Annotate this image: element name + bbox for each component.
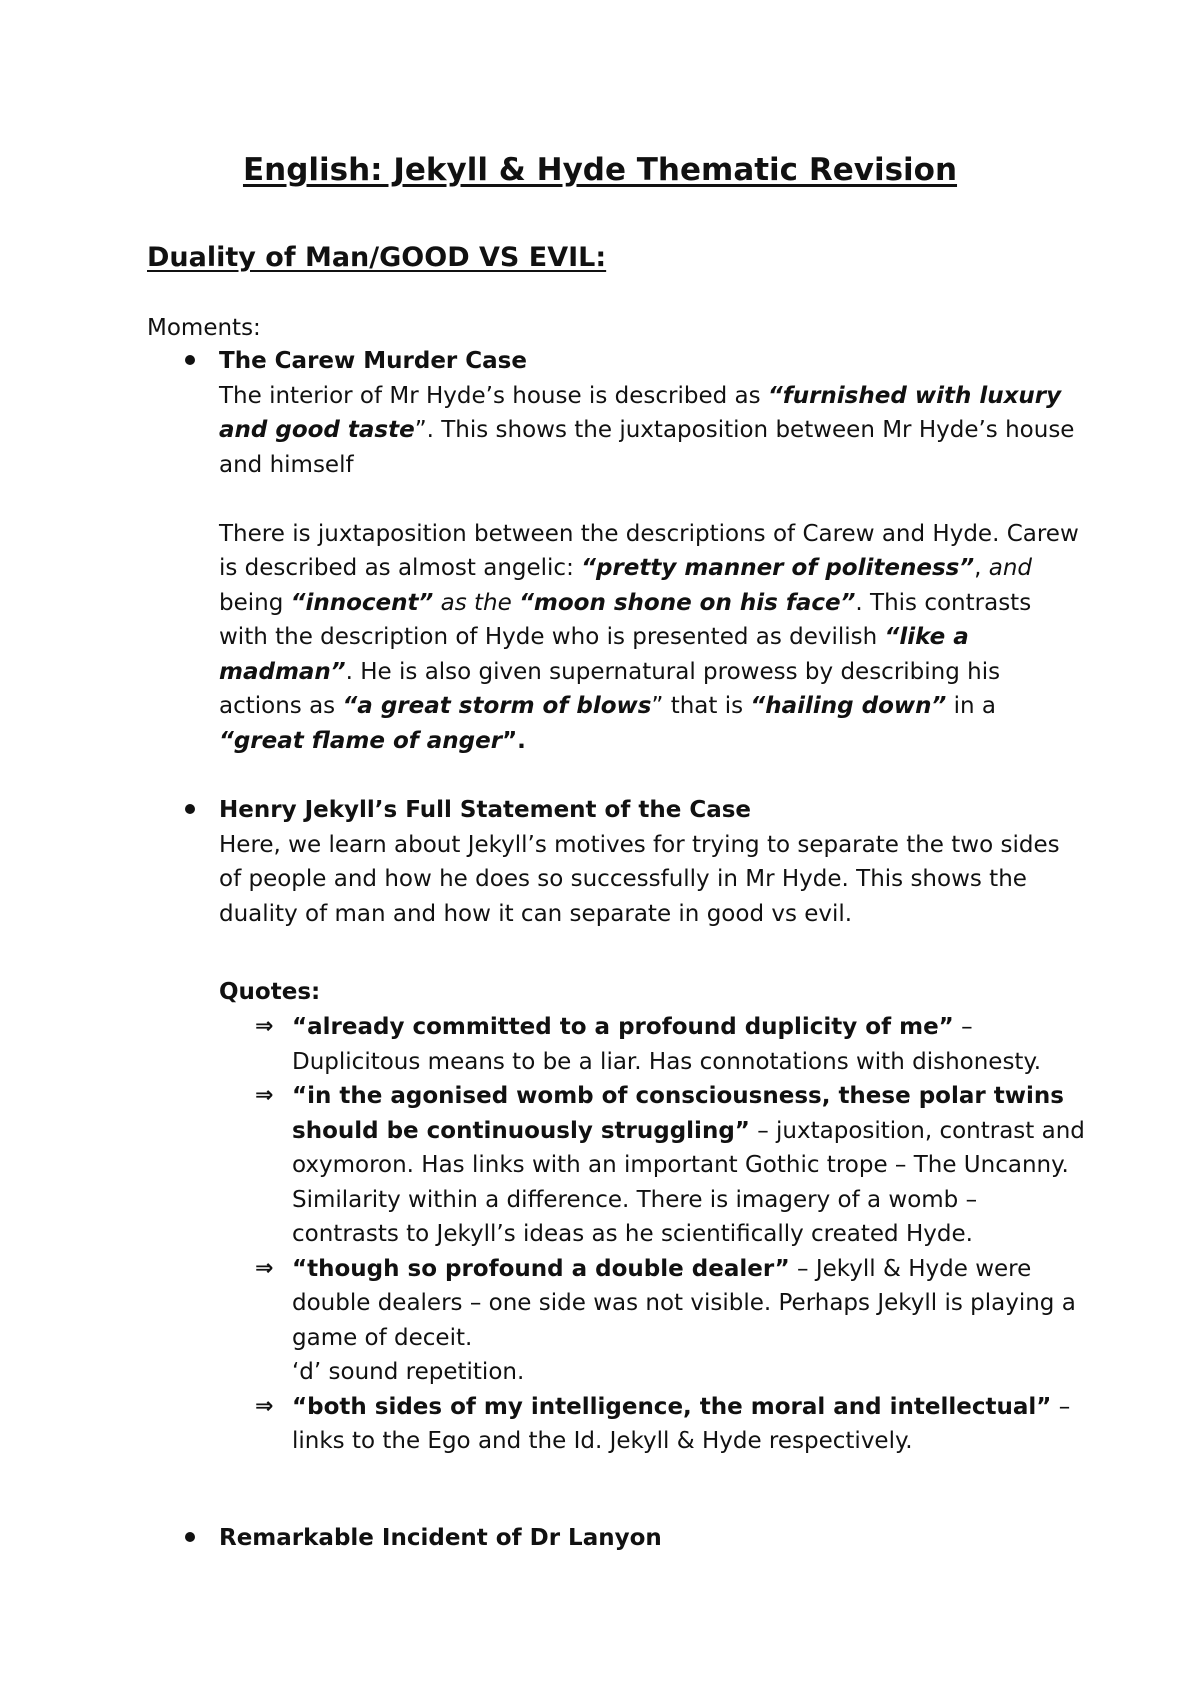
text-run: as the	[433, 589, 520, 616]
quote-run: “a great storm of blows	[342, 693, 652, 719]
quote-comment: – Jekyll & Hyde were double dealers – one side was not visible. Perhaps Jekyll is playing a game of deceit.	[292, 1255, 1076, 1351]
text-run: . This contrasts with the description of Hyde who is presented as devilish	[219, 589, 1032, 650]
quote-run: “great flame of anger	[219, 727, 503, 754]
quote-run: “moon shone on his face”	[519, 589, 856, 616]
text-run: ”. This shows the juxtaposition between Mr Hyde’s house and himself	[219, 417, 1075, 478]
quote-item	[255, 1010, 1085, 1079]
quote-run: “hailing down”	[750, 693, 947, 719]
text-run: ,	[974, 555, 989, 581]
arrow-right-icon: ⇒	[255, 1393, 274, 1419]
quote-text: “though so profound a double dealer”	[292, 1255, 790, 1282]
quote-item	[255, 1252, 1085, 1390]
arrow-right-icon: ⇒	[255, 1255, 274, 1281]
quote-run: “like a madman”	[219, 624, 969, 685]
quote-comment: – juxtaposition, contrast and oxymoron. Has links with an important Gothic trope – The Uncanny. Similarity within a difference. There is imagery of a womb – contrasts to Jekyll’s ideas as he scientifically created Hyde.	[292, 1117, 1085, 1247]
moment-carew-murder-case	[219, 344, 1079, 758]
text-run: ”.	[502, 727, 526, 754]
bullet-icon	[185, 804, 195, 814]
quote-run: “furnished with luxury and good taste	[219, 382, 1062, 443]
quote-list	[255, 1010, 1085, 1459]
quote-text: “both sides of my intelligence, the moral and intellectual”	[292, 1393, 1052, 1420]
quotes-label: Quotes:	[219, 979, 321, 1005]
quote-text: “in the agonised womb of consciousness, these polar twins should be continuously struggling”	[292, 1083, 1064, 1144]
arrow-right-icon: ⇒	[255, 1083, 274, 1108]
moment-jekyll-full-statement	[219, 793, 1079, 931]
text-run: . He is also given supernatural prowess by describing his actions as	[219, 658, 1001, 719]
text-run: There is juxtaposition between the descriptions of Carew and Hyde. Carew is described as almost angelic:	[219, 520, 1079, 581]
arrow-right-icon: ⇒	[255, 1014, 274, 1039]
moment-title: The Carew Murder Case	[219, 348, 527, 374]
text-run: in a	[946, 693, 996, 719]
text-run: ” that is	[651, 693, 751, 719]
moment-paragraph	[219, 379, 1079, 483]
moment-dr-lanyon	[219, 1521, 1079, 1556]
bullet-icon	[185, 1532, 195, 1542]
quote-comment: – Duplicitous means to be a liar. Has connotations with dishonesty.	[292, 1014, 1042, 1075]
moment-title: Henry Jekyll’s Full Statement of the Case	[219, 797, 752, 823]
quote-comment: – links to the Ego and the Id. Jekyll & Hyde respectively.	[292, 1393, 1071, 1454]
quote-item	[255, 1390, 1085, 1459]
quote-item	[255, 1079, 1085, 1252]
document-title: English: Jekyll & Hyde Thematic Revision	[242, 152, 958, 188]
quote-text: “already committed to a profound duplicity of me”	[292, 1014, 954, 1040]
text-run: being	[219, 589, 291, 616]
bullet-icon	[185, 355, 195, 365]
moment-paragraph: Here, we learn about Jekyll’s motives for trying to separate the two sides of people and how he does so successfully in Mr Hyde. This shows the duality of man and how it can separate in good vs evil.	[219, 831, 1060, 927]
moment-paragraph	[219, 517, 1079, 759]
text-run: The interior of Mr Hyde’s house is described as	[219, 382, 768, 409]
text-run: and	[988, 555, 1033, 581]
section-heading: Duality of Man/GOOD VS EVIL:	[147, 242, 607, 273]
quote-run: “innocent”	[290, 589, 434, 616]
quote-extra-note: ‘d’ sound repetition.	[292, 1359, 525, 1385]
moment-title: Remarkable Incident of Dr Lanyon	[219, 1525, 662, 1551]
moments-label: Moments:	[147, 315, 261, 341]
quote-run: “pretty manner of politeness”	[581, 555, 975, 581]
